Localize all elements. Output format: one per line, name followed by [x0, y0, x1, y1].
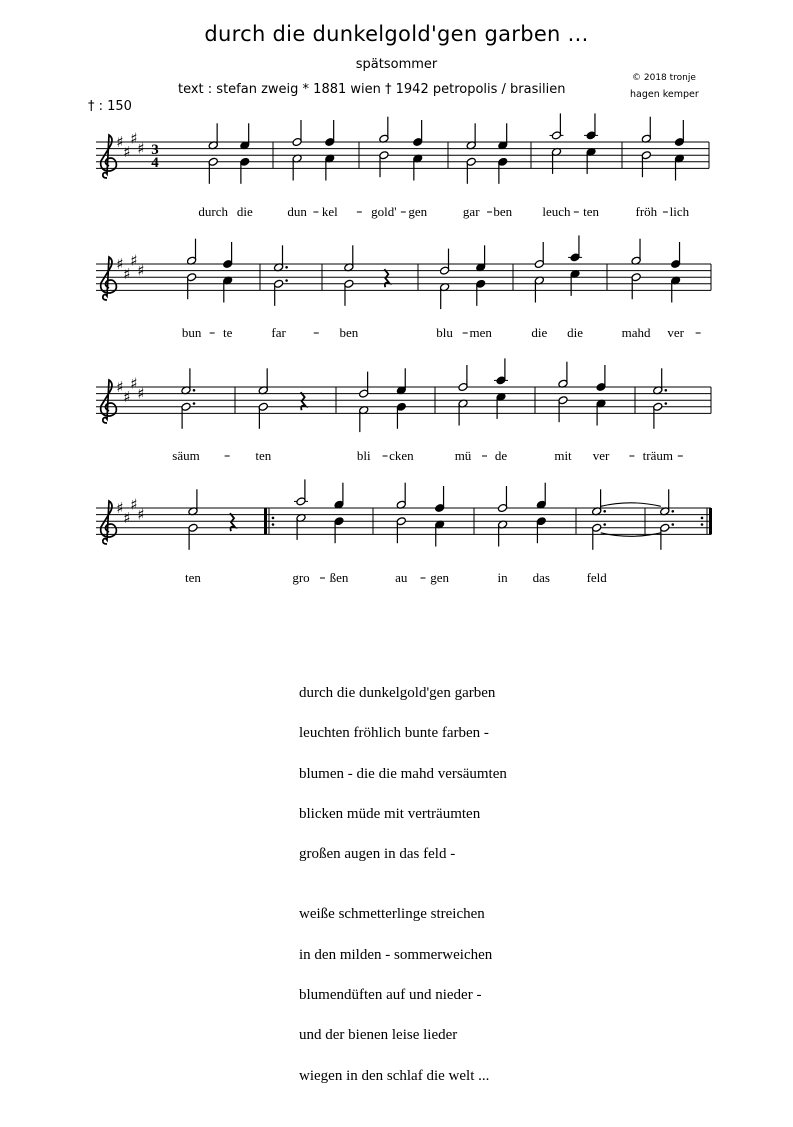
- augmentation-dot: [193, 389, 196, 392]
- poem-line: blumen - die die mahd versäumten: [299, 765, 507, 782]
- tempo-marking: † : 150: [88, 99, 132, 114]
- sharp-icon: ♯: [123, 508, 131, 527]
- lyric-syllable: das: [532, 570, 550, 585]
- sharp-icon: ♯: [137, 384, 145, 403]
- sharp-icon: ♯: [123, 387, 131, 406]
- poem-line: blumendüften auf und nieder -: [299, 987, 482, 1004]
- song-subtitle: spätsommer: [355, 57, 438, 72]
- lyric-syllable: ben: [493, 204, 513, 219]
- sharp-icon: ♯: [116, 378, 124, 396]
- quarter-rest-icon: [301, 392, 306, 410]
- lyric-syllable: träum: [642, 448, 673, 463]
- sharp-icon: ♯: [130, 251, 138, 270]
- sharp-icon: ♯: [123, 264, 131, 283]
- treble-clef-icon: [101, 135, 117, 178]
- lyric-syllable: ßen: [329, 570, 349, 585]
- poem-line: leuchten fröhlich bunte farben -: [299, 725, 489, 742]
- lyric-syllable: die: [236, 204, 253, 219]
- lyric-syllable: gen: [408, 204, 428, 219]
- lyric-syllable: ver: [667, 325, 684, 340]
- lyric-syllable: ver: [592, 448, 610, 463]
- lyric-syllable: dun: [287, 204, 307, 219]
- time-signature-bottom: 4: [151, 155, 159, 171]
- lyric-syllable: fröh: [635, 204, 658, 219]
- lyric-syllable: blu: [436, 325, 453, 340]
- staff-system: [96, 479, 712, 585]
- sharp-icon: ♯: [116, 133, 124, 151]
- poem-line: weiße schmetterlinge streichen: [299, 906, 485, 923]
- treble-clef-icon: [101, 501, 117, 544]
- lyric-syllable: gro: [292, 570, 310, 585]
- poem-line: wiegen in den schlaf die welt ...: [299, 1067, 490, 1084]
- poem-line: in den milden - sommerweichen: [299, 946, 493, 963]
- text-credit: text : stefan zweig * 1881 wien † 1942 petropolis / brasilien: [178, 82, 566, 97]
- augmentation-dot: [603, 510, 606, 513]
- quarter-rest-icon: [384, 269, 389, 287]
- lyric-syllable: durch: [198, 204, 229, 219]
- lyric-syllable: te: [223, 325, 233, 340]
- poem-stanza: [299, 684, 507, 885]
- augmentation-dot: [285, 266, 288, 269]
- lyric-syllable: de: [494, 448, 508, 463]
- sharp-icon: ♯: [137, 139, 145, 158]
- lyric-syllable: kel: [321, 204, 338, 219]
- lyric-syllable: säum: [172, 448, 200, 463]
- lyric-syllable: men: [469, 325, 492, 340]
- lyric-syllable: mü: [454, 448, 472, 463]
- staff-system: [96, 113, 709, 219]
- poem-line: durch die dunkelgold'gen garben: [299, 685, 496, 701]
- song-title: durch die dunkelgold'gen garben ...: [204, 22, 589, 46]
- poem-line: großen augen in das feld -: [299, 846, 456, 863]
- lyric-syllable: ten: [185, 570, 201, 585]
- lyric-syllable: cken: [389, 448, 414, 463]
- lyric-syllable: far: [271, 325, 286, 340]
- poem-line: blicken müde mit verträumten: [299, 805, 481, 822]
- lyric-syllable: feld: [586, 570, 607, 585]
- augmentation-dot: [672, 523, 675, 526]
- lyric-syllable: ten: [255, 448, 272, 463]
- lyric-syllable: ben: [339, 325, 359, 340]
- repeat-dot: [701, 523, 704, 526]
- augmentation-dot: [193, 402, 196, 405]
- lyric-syllable: mahd: [621, 325, 651, 340]
- augmentation-dot: [665, 389, 668, 392]
- time-signature-top: 3: [151, 142, 159, 158]
- copyright-line-1: © 2018 tronje: [632, 73, 696, 83]
- sharp-icon: ♯: [137, 505, 145, 524]
- augmentation-dot: [672, 510, 675, 513]
- staff-system: [96, 235, 711, 340]
- sharp-icon: ♯: [130, 374, 138, 393]
- sharp-icon: ♯: [123, 142, 131, 161]
- repeat-dot: [272, 517, 275, 520]
- lyric-syllable: mit: [554, 448, 572, 463]
- lyric-syllable: lich: [669, 204, 690, 219]
- lyric-syllable: leuch: [542, 204, 571, 219]
- sharp-icon: ♯: [137, 261, 145, 280]
- augmentation-dot: [603, 523, 606, 526]
- quarter-rest-icon: [230, 513, 235, 531]
- lyric-syllable: gen: [430, 570, 450, 585]
- treble-clef-icon: [101, 380, 117, 423]
- lyric-syllable: au: [395, 570, 408, 585]
- lyric-syllable: die: [567, 325, 583, 340]
- poem-text: [299, 684, 507, 1127]
- lyric-syllable: gold': [371, 204, 397, 219]
- lyric-syllable: bli: [356, 448, 371, 463]
- lyric-syllable: ten: [583, 204, 600, 219]
- repeat-dot: [272, 523, 275, 526]
- sharp-icon: ♯: [130, 495, 138, 514]
- lyric-syllable: gar: [462, 204, 480, 219]
- augmentation-dot: [665, 402, 668, 405]
- staff-system: [96, 358, 711, 463]
- treble-clef-icon: [101, 257, 117, 300]
- tie: [601, 503, 661, 507]
- augmentation-dot: [285, 279, 288, 282]
- poem-line: und der bienen leise lieder: [299, 1027, 458, 1044]
- lyric-syllable: die: [531, 325, 548, 340]
- lyric-syllable: in: [497, 570, 508, 585]
- lyric-syllable: bun: [181, 325, 202, 340]
- copyright-line-2: hagen kemper: [630, 89, 699, 100]
- sharp-icon: ♯: [130, 129, 138, 148]
- repeat-dot: [701, 517, 704, 520]
- sharp-icon: ♯: [116, 255, 124, 273]
- poem-stanza: [299, 905, 507, 1106]
- final-barline: [709, 508, 712, 534]
- sharp-icon: ♯: [116, 499, 124, 517]
- repeat-start-barline: [264, 508, 267, 534]
